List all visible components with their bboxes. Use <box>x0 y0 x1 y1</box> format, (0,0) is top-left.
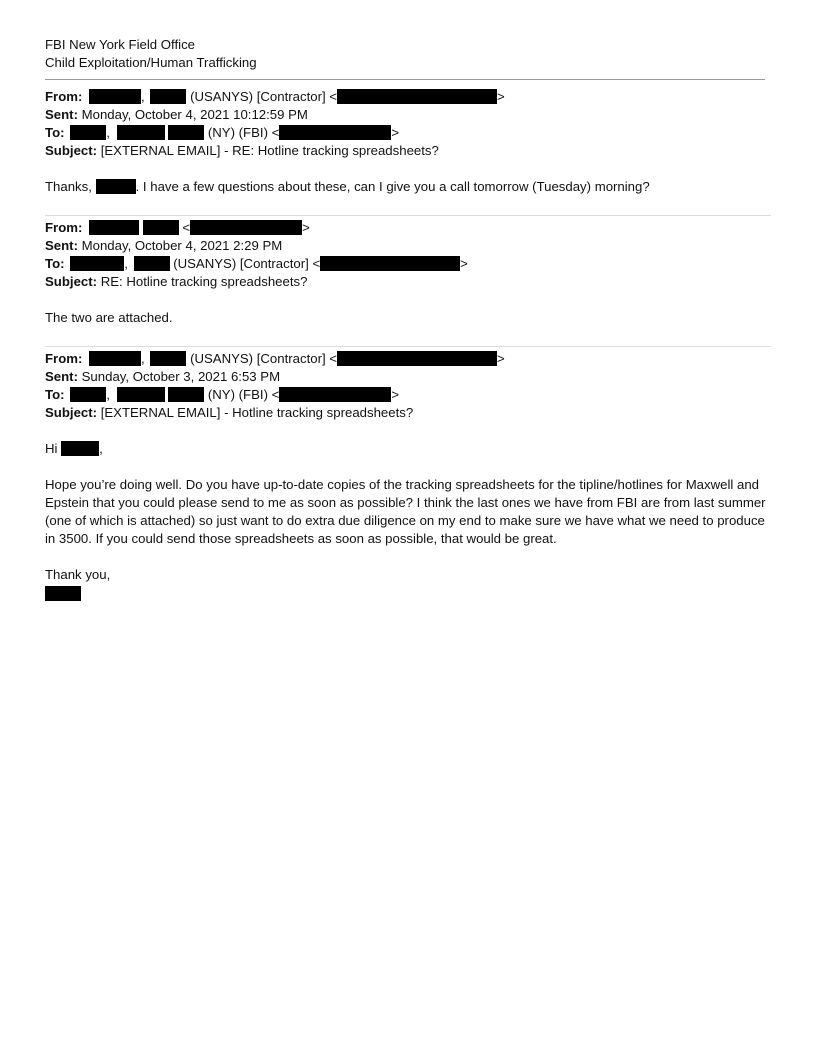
office-name: FBI New York Field Office <box>45 37 196 52</box>
redaction-block <box>89 351 141 366</box>
email1-sent-line <box>45 106 308 124</box>
email2-subject-line <box>45 273 307 291</box>
email3-subject-line <box>45 404 413 422</box>
redaction-block <box>89 89 141 104</box>
from-label: From: <box>45 89 83 104</box>
redaction-block <box>143 220 179 235</box>
header-rule <box>45 79 765 80</box>
to-label: To: <box>45 256 65 271</box>
redaction-block <box>190 220 302 235</box>
redaction-block <box>150 89 186 104</box>
email3-to-line: To: , (NY) (FBI) < > <box>45 387 400 402</box>
signature-line <box>45 584 81 602</box>
email2-to-text: (USANYS) [Contractor] < <box>173 256 321 271</box>
unit-name: Child Exploitation/Human Trafficking <box>45 55 257 70</box>
email2-from-line: From: < > <box>45 220 310 235</box>
redaction-block <box>279 125 391 140</box>
email1-subject-value: [EXTERNAL EMAIL] - RE: Hotline tracking spreadsheets? <box>100 143 439 158</box>
redaction-block <box>70 387 106 402</box>
email2-body: The two are attached. <box>45 310 173 325</box>
redaction-block <box>168 125 204 140</box>
redaction-block <box>168 387 204 402</box>
email2-sent-value: Monday, October 4, 2021 2:29 PM <box>81 238 283 253</box>
to-label: To: <box>45 387 65 402</box>
redaction-block <box>150 351 186 366</box>
redaction-block <box>117 387 165 402</box>
email1-from-text: (USANYS) [Contractor] < <box>190 89 337 104</box>
email2-from-text: < <box>182 220 191 235</box>
sent-label: Sent: <box>45 238 78 253</box>
redaction-block <box>96 179 136 194</box>
redaction-block <box>70 125 106 140</box>
email2-to-line: To: , (USANYS) [Contractor] < > <box>45 256 468 271</box>
email3-subject-value: [EXTERNAL EMAIL] - Hotline tracking spreadsheets? <box>100 405 414 420</box>
from-label: From: <box>45 351 83 366</box>
subject-label: Subject: <box>45 143 98 158</box>
email1-sent-value: Monday, October 4, 2021 10:12:59 PM <box>81 107 308 122</box>
subject-label: Subject: <box>45 405 98 420</box>
redaction-block <box>89 220 139 235</box>
email1-from-line: From: , (USANYS) [Contractor] < > <box>45 89 505 104</box>
redaction-block <box>337 351 497 366</box>
email3-from-text: (USANYS) [Contractor] < <box>190 351 337 366</box>
document-header <box>45 36 257 72</box>
email1-body: Thanks, . I have a few questions about these, can I give you a call tomorrow (Tuesday) morning? <box>45 179 650 194</box>
email3-sent-value: Sunday, October 3, 2021 6:53 PM <box>81 369 281 384</box>
redaction-block <box>134 256 170 271</box>
email-separator <box>45 346 771 347</box>
sent-label: Sent: <box>45 107 78 122</box>
redaction-block <box>45 586 81 601</box>
to-label: To: <box>45 125 65 140</box>
email3-body: Hope you’re doing well. Do you have up-to-date copies of the tracking spreadsheets for the tipline/hotlines for Maxwell and Epstein that you could please send to me as soon as possible? I think the last ones we have from FBI are from last summer (one of which is attached) so just want to do extra due diligence on my end to make sure we have what we need to produce in 3500. If you could send those spreadsheets as soon as possible, that would be great. <box>45 477 766 546</box>
from-label: From: <box>45 220 83 235</box>
email1-to-text: (NY) (FBI) < <box>207 125 280 140</box>
sent-label: Sent: <box>45 369 78 384</box>
email-separator <box>45 215 771 216</box>
redaction-block <box>279 387 391 402</box>
redaction-block <box>117 125 165 140</box>
email2-subject-value: RE: Hotline tracking spreadsheets? <box>100 274 308 289</box>
redaction-block <box>337 89 497 104</box>
subject-label: Subject: <box>45 274 98 289</box>
redaction-block <box>320 256 460 271</box>
email1-to-line: To: , (NY) (FBI) < > <box>45 125 400 140</box>
email3-sent-line <box>45 368 280 386</box>
email2-sent-line <box>45 237 282 255</box>
redaction-block <box>70 256 124 271</box>
email3-from-line: From: , (USANYS) [Contractor] < > <box>45 351 505 366</box>
email1-subject-line <box>45 142 439 160</box>
email3-greeting: Hi , <box>45 441 103 456</box>
redaction-block <box>61 441 99 456</box>
email3-signoff: Thank you, <box>45 567 111 582</box>
email3-to-text: (NY) (FBI) < <box>207 387 280 402</box>
